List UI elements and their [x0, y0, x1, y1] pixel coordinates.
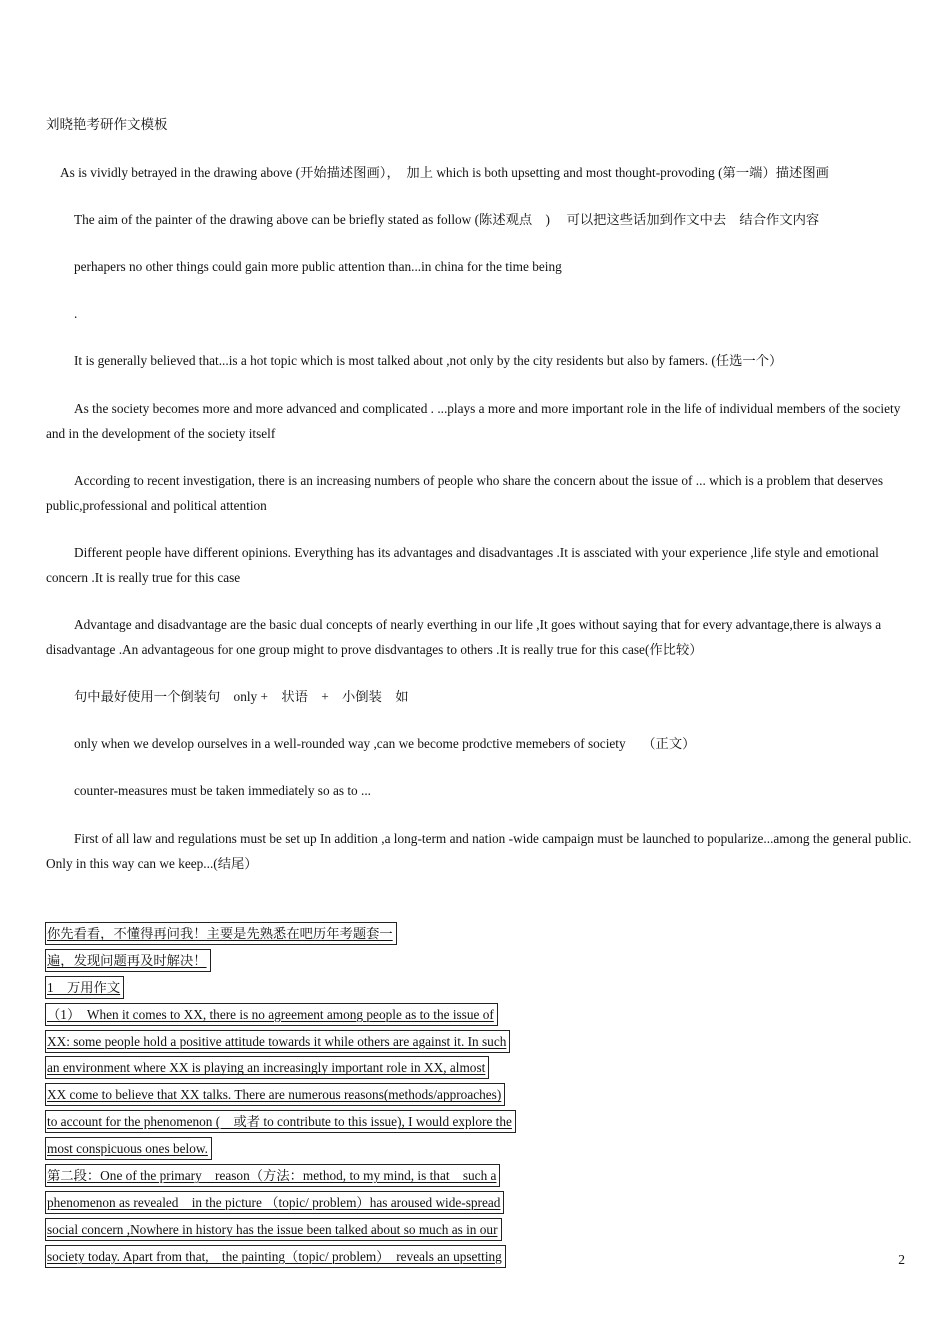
paragraph-opening-description: As is vividly betrayed in the drawing above (开始描述图画）， 加上 which is both upsetting and most thought-provoding (第一端）描述图画 — [60, 165, 829, 180]
paragraph-public-attention: perhapers no other things could gain more public attention than...in china for the time being — [74, 259, 562, 274]
paragraph-advantage-disadvantage: Advantage and disadvantage are the basic dual concepts of nearly everthing in our life ,It goes without saying that for every advantage,there is always a disadvantage .An advantageous for one group might to prove disdvantages to others .It is really true for this case(作比较） — [46, 617, 882, 657]
boxed-template-section — [45, 922, 605, 1272]
paragraph-counter-measures: counter-measures must be taken immediately so as to ... — [74, 783, 371, 798]
paragraph-different-opinions: Different people have different opinions. Everything has its advantages and disadvantages .It is assciated with your experience ,life style and emotional concern .It is really true for this case — [46, 545, 879, 585]
page-number: 2 — [898, 1252, 905, 1267]
boxed-line: 你先看看，不懂得再问我！主要是先熟悉在吧历年考题套一 — [45, 922, 397, 945]
boxed-line: phenomenon as revealed in the picture （topic/ problem）has aroused wide-spread — [45, 1191, 504, 1214]
paragraph-painter-aim: The aim of the painter of the drawing above can be briefly stated as follow (陈述观点 ) 可以把这些话加到作文中去 结合作文内容 — [74, 212, 820, 227]
boxed-line: 第二段：One of the primary reason（方法：method, to my mind, is that such a — [45, 1164, 500, 1187]
paragraph-conclusion: First of all law and regulations must be set up In addition ,a long-term and nation -wide campaign must be launched to popularize...among the general public. Only in this way can we keep...(结尾） — [46, 831, 912, 871]
boxed-line: 1 万用作文 — [45, 976, 124, 999]
paragraph-recent-investigation: According to recent investigation, there is an increasing numbers of people who share the concern about the issue of ... which is a problem that deserves public,professional and political attention — [46, 473, 884, 513]
paragraph-hot-topic: It is generally believed that...is a hot topic which is most talked about ,not only by the city residents but also by famers. (任选一个） — [74, 353, 783, 368]
boxed-line: XX come to believe that XX talks. There are numerous reasons(methods/approaches) — [45, 1083, 505, 1106]
boxed-line: XX: some people hold a positive attitude towards it while others are against it. In such — [45, 1030, 510, 1053]
paragraph-dot: . — [74, 306, 78, 321]
boxed-line: an environment where XX is playing an increasingly important role in XX, almost — [45, 1056, 489, 1079]
boxed-line: （1） When it comes to XX, there is no agreement among people as to the issue of — [45, 1003, 498, 1026]
boxed-line: social concern ,Nowhere in history has the issue been talked about so much as in our — [45, 1218, 502, 1241]
document-title: 刘晓艳考研作文模板 — [46, 117, 168, 132]
boxed-line: to account for the phenomenon ( 或者 to contribute to this issue), I would explore the — [45, 1110, 516, 1133]
boxed-line: 遍，发现问题再及时解决！ — [45, 949, 211, 972]
paragraph-only-when: only when we develop ourselves in a well-rounded way ,can we become prodctive memebers of society （正文） — [74, 736, 696, 751]
boxed-line: most conspicuous ones below. — [45, 1137, 212, 1160]
paragraph-inversion-tip: 句中最好使用一个倒装句 only + 状语 + 小倒装 如 — [74, 689, 409, 704]
boxed-line: society today. Apart from that, the painting（topic/ problem） reveals an upsetting — [45, 1245, 506, 1268]
paragraph-society-advanced: As the society becomes more and more advanced and complicated . ...plays a more and more important role in the life of individual members of the society and in the development of the society itself — [46, 401, 901, 441]
